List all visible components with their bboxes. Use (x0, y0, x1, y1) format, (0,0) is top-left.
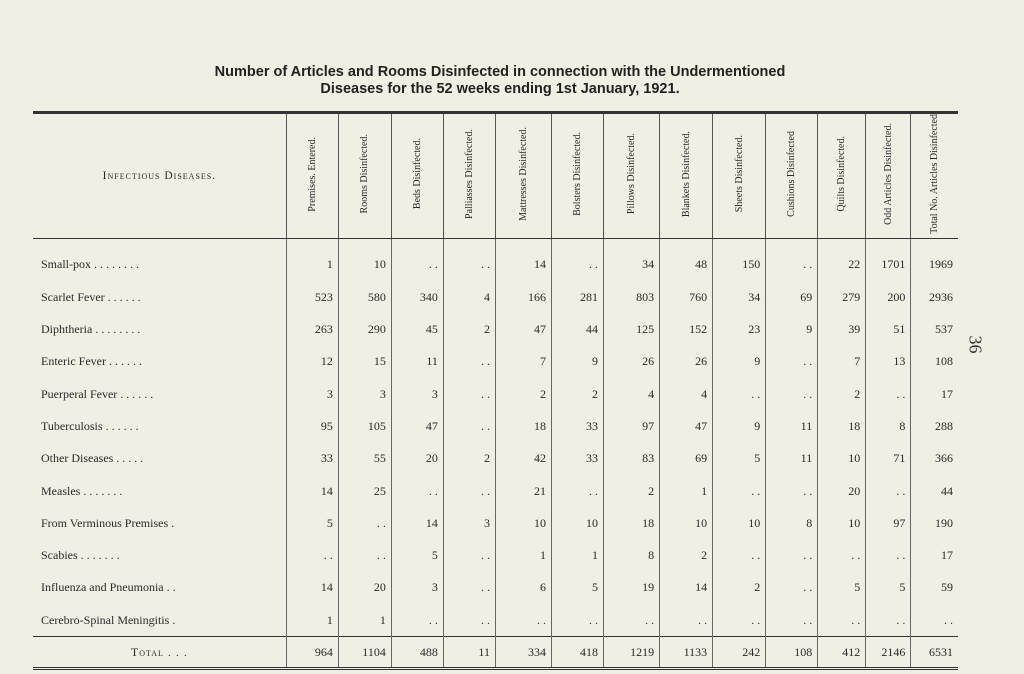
table-cell: 10 (818, 443, 866, 475)
table-cell: 4 (443, 281, 495, 313)
table-cell: 760 (660, 281, 713, 313)
table-cell: 69 (660, 443, 713, 475)
table-cell: 150 (713, 238, 766, 281)
disease-name: Influenza and Pneumonia . . (41, 580, 176, 595)
table-cell: 47 (660, 410, 713, 442)
table-cell: 97 (604, 410, 660, 442)
table-cell: 340 (391, 281, 443, 313)
table-cell: 10 (818, 507, 866, 539)
table-cell: 48 (660, 238, 713, 281)
disinfection-table (33, 111, 958, 670)
column-header: Blankets Disinfected. (660, 113, 713, 239)
table-cell: 580 (338, 281, 391, 313)
disease-name: Small-pox . . . . . . . . (41, 257, 139, 272)
table-cell: . . (866, 540, 911, 572)
disease-name: Puerperal Fever . . . . . . (41, 386, 154, 401)
total-cell: 2146 (866, 637, 911, 669)
table-cell: . . (552, 238, 604, 281)
table-cell: 523 (286, 281, 338, 313)
table-cell: 59 (911, 572, 958, 604)
table-cell: . . (766, 378, 818, 410)
table-cell: 22 (818, 238, 866, 281)
table-cell: 14 (660, 572, 713, 604)
table-cell: . . (866, 475, 911, 507)
table-cell: 15 (338, 346, 391, 378)
table-cell: . . (766, 346, 818, 378)
table-cell: 2 (818, 378, 866, 410)
table-cell: 108 (911, 346, 958, 378)
table-cell: . . (338, 507, 391, 539)
table-cell: 26 (660, 346, 713, 378)
table-cell: 537 (911, 313, 958, 345)
column-header: Mattresses Disinfected. (495, 113, 551, 239)
table-cell: . . (391, 604, 443, 637)
table-cell: 25 (338, 475, 391, 507)
table-cell: . . (866, 604, 911, 637)
disease-name: Scarlet Fever . . . . . . (41, 289, 141, 304)
table-cell: 9 (766, 313, 818, 345)
table-cell: 26 (604, 346, 660, 378)
table-cell: 9 (713, 410, 766, 442)
table-cell: 2936 (911, 281, 958, 313)
table-cell: 279 (818, 281, 866, 313)
table-cell: 5 (391, 540, 443, 572)
disease-name: Other Diseases . . . . . (41, 451, 144, 466)
table-row (33, 507, 958, 539)
table-cell: 8 (604, 540, 660, 572)
table-cell: 2 (604, 475, 660, 507)
table-cell: 33 (552, 410, 604, 442)
total-row (33, 637, 958, 669)
header-row (33, 113, 958, 239)
disease-name: From Verminous Premises . (41, 515, 175, 530)
table-cell: 33 (552, 443, 604, 475)
total-cell: 412 (818, 637, 866, 669)
table-cell: 3 (286, 378, 338, 410)
table-cell: 69 (766, 281, 818, 313)
table-cell: 5 (818, 572, 866, 604)
table-cell: . . (818, 604, 866, 637)
table-cell: . . (818, 540, 866, 572)
table-row (33, 475, 958, 507)
table-cell: 1 (495, 540, 551, 572)
total-cell: 964 (286, 637, 338, 669)
disease-name: Scabies . . . . . . . (41, 548, 120, 563)
table-cell: . . (443, 604, 495, 637)
table-cell: 21 (495, 475, 551, 507)
table-cell: 152 (660, 313, 713, 345)
column-header: Pillows Disinfected. (604, 113, 660, 239)
table-cell: 290 (338, 313, 391, 345)
table-cell: 83 (604, 443, 660, 475)
table-cell: 1 (286, 604, 338, 637)
table-cell: 12 (286, 346, 338, 378)
table-cell: . . (766, 238, 818, 281)
table-cell: 95 (286, 410, 338, 442)
disease-name: Measles . . . . . . . (41, 483, 123, 498)
total-cell: 11 (443, 637, 495, 669)
table-cell: . . (766, 572, 818, 604)
table-cell: 7 (495, 346, 551, 378)
table-cell: 13 (866, 346, 911, 378)
table-cell: 18 (818, 410, 866, 442)
table-cell: 1 (338, 604, 391, 637)
table-title (0, 64, 1000, 98)
disease-name: Enteric Fever . . . . . . (41, 354, 142, 369)
table-cell: 14 (286, 475, 338, 507)
table-cell: 42 (495, 443, 551, 475)
table-cell: 5 (866, 572, 911, 604)
table-cell: 1 (286, 238, 338, 281)
table-cell: 10 (713, 507, 766, 539)
table-cell: 125 (604, 313, 660, 345)
column-header: Odd Articles Disinfected. (866, 113, 911, 239)
table-cell: 1701 (866, 238, 911, 281)
table-cell: . . (443, 572, 495, 604)
table-cell: 8 (766, 507, 818, 539)
column-header: Premises. Entered. (286, 113, 338, 239)
table-row (33, 540, 958, 572)
table-cell: . . (766, 604, 818, 637)
table-cell: . . (713, 604, 766, 637)
table-cell: 5 (552, 572, 604, 604)
table-cell: 10 (660, 507, 713, 539)
table-cell: . . (443, 378, 495, 410)
table-row (33, 443, 958, 475)
table-cell: 10 (495, 507, 551, 539)
table-cell: 366 (911, 443, 958, 475)
disease-name: Tuberculosis . . . . . . (41, 418, 139, 433)
table-cell: 14 (286, 572, 338, 604)
table-cell: 2 (713, 572, 766, 604)
table-cell: 11 (766, 410, 818, 442)
title-line-2: Diseases for the 52 weeks ending 1st January, 1921. (320, 81, 680, 97)
table-row (33, 238, 958, 281)
table-cell: . . (443, 238, 495, 281)
table-cell: 803 (604, 281, 660, 313)
table-cell: . . (443, 475, 495, 507)
title-line-1: Number of Articles and Rooms Disinfected in connection with the Undermentioned (214, 64, 786, 80)
table-cell: 45 (391, 313, 443, 345)
table-cell: 11 (391, 346, 443, 378)
table-cell: 2 (443, 313, 495, 345)
table-cell: 2 (660, 540, 713, 572)
column-header: Quilts Disinfected. (818, 113, 866, 239)
table-cell: 8 (866, 410, 911, 442)
table-row (33, 378, 958, 410)
table-cell: 51 (866, 313, 911, 345)
table-cell: . . (866, 378, 911, 410)
table-row (33, 572, 958, 604)
table-cell: 34 (713, 281, 766, 313)
table-cell: . . (391, 475, 443, 507)
table-cell: . . (713, 475, 766, 507)
table-cell: 2 (552, 378, 604, 410)
table-cell: 18 (604, 507, 660, 539)
table-cell: . . (443, 346, 495, 378)
table-cell: . . (552, 604, 604, 637)
table-cell: 14 (391, 507, 443, 539)
total-cell: 6531 (911, 637, 958, 669)
table-cell: 7 (818, 346, 866, 378)
table-cell: 33 (286, 443, 338, 475)
column-header: Sheets Disinfected. (713, 113, 766, 239)
table-cell: . . (766, 540, 818, 572)
total-cell: 242 (713, 637, 766, 669)
column-header: Palliasses Disinfected. (443, 113, 495, 239)
table-cell: . . (391, 238, 443, 281)
total-cell: 1104 (338, 637, 391, 669)
table-cell: . . (552, 475, 604, 507)
table-cell: 1 (552, 540, 604, 572)
table-row (33, 281, 958, 313)
table-cell: . . (495, 604, 551, 637)
table-cell: 9 (713, 346, 766, 378)
table-cell: 20 (818, 475, 866, 507)
table-cell: 3 (338, 378, 391, 410)
table-row (33, 410, 958, 442)
total-cell: 488 (391, 637, 443, 669)
table-cell: 3 (391, 378, 443, 410)
table-cell: 4 (660, 378, 713, 410)
table-cell: 19 (604, 572, 660, 604)
table-cell: . . (911, 604, 958, 637)
table-cell: 10 (552, 507, 604, 539)
table-cell: 18 (495, 410, 551, 442)
table-cell: . . (443, 540, 495, 572)
table-cell: 6 (495, 572, 551, 604)
table-cell: 288 (911, 410, 958, 442)
table-cell: 2 (495, 378, 551, 410)
column-header-diseases: Infectious Diseases. (33, 113, 286, 239)
table-row (33, 346, 958, 378)
table-row (33, 604, 958, 637)
table-cell: 17 (911, 378, 958, 410)
table-cell: 14 (495, 238, 551, 281)
table-cell: . . (443, 410, 495, 442)
table-cell: 39 (818, 313, 866, 345)
disease-name: Cerebro-Spinal Meningitis . (41, 612, 176, 627)
table-cell: 1 (660, 475, 713, 507)
table-cell: 190 (911, 507, 958, 539)
table-cell: 166 (495, 281, 551, 313)
table-cell: 47 (391, 410, 443, 442)
column-header: Cushions Disinfected (766, 113, 818, 239)
table-cell: 20 (338, 572, 391, 604)
table-cell: 71 (866, 443, 911, 475)
total-cell: 334 (495, 637, 551, 669)
table-cell: 263 (286, 313, 338, 345)
total-cell: 418 (552, 637, 604, 669)
table-cell: 47 (495, 313, 551, 345)
table-cell: 10 (338, 238, 391, 281)
table-cell: 55 (338, 443, 391, 475)
column-header: Beds Disinfected. (391, 113, 443, 239)
table-cell: . . (338, 540, 391, 572)
page-number: 36 (965, 335, 986, 354)
table-cell: 11 (766, 443, 818, 475)
table-cell: 4 (604, 378, 660, 410)
table-cell: 5 (286, 507, 338, 539)
table-cell: . . (713, 378, 766, 410)
column-header: Bolsters Disinfected. (552, 113, 604, 239)
table-cell: 44 (552, 313, 604, 345)
disease-name: Diphtheria . . . . . . . . (41, 322, 141, 337)
table-cell: . . (660, 604, 713, 637)
column-header: Total No. Articles Disinfected (911, 113, 958, 239)
table-cell: 3 (443, 507, 495, 539)
table-cell: 23 (713, 313, 766, 345)
column-header: Rooms Disinfected. (338, 113, 391, 239)
table-cell: 281 (552, 281, 604, 313)
total-cell: 108 (766, 637, 818, 669)
table-cell: 105 (338, 410, 391, 442)
table-cell: 44 (911, 475, 958, 507)
total-label: Total . . . (33, 637, 286, 669)
table-cell: . . (713, 540, 766, 572)
total-cell: 1219 (604, 637, 660, 669)
table-cell: 17 (911, 540, 958, 572)
table-cell: 1969 (911, 238, 958, 281)
table-cell: 34 (604, 238, 660, 281)
total-cell: 1133 (660, 637, 713, 669)
table-cell: . . (604, 604, 660, 637)
table-cell: 9 (552, 346, 604, 378)
table-row (33, 313, 958, 345)
table-cell: 200 (866, 281, 911, 313)
table-cell: 97 (866, 507, 911, 539)
table-cell: 3 (391, 572, 443, 604)
table-cell: 2 (443, 443, 495, 475)
table-cell: 20 (391, 443, 443, 475)
table-cell: 5 (713, 443, 766, 475)
table-body (33, 238, 958, 637)
table-cell: . . (286, 540, 338, 572)
table-cell: . . (766, 475, 818, 507)
